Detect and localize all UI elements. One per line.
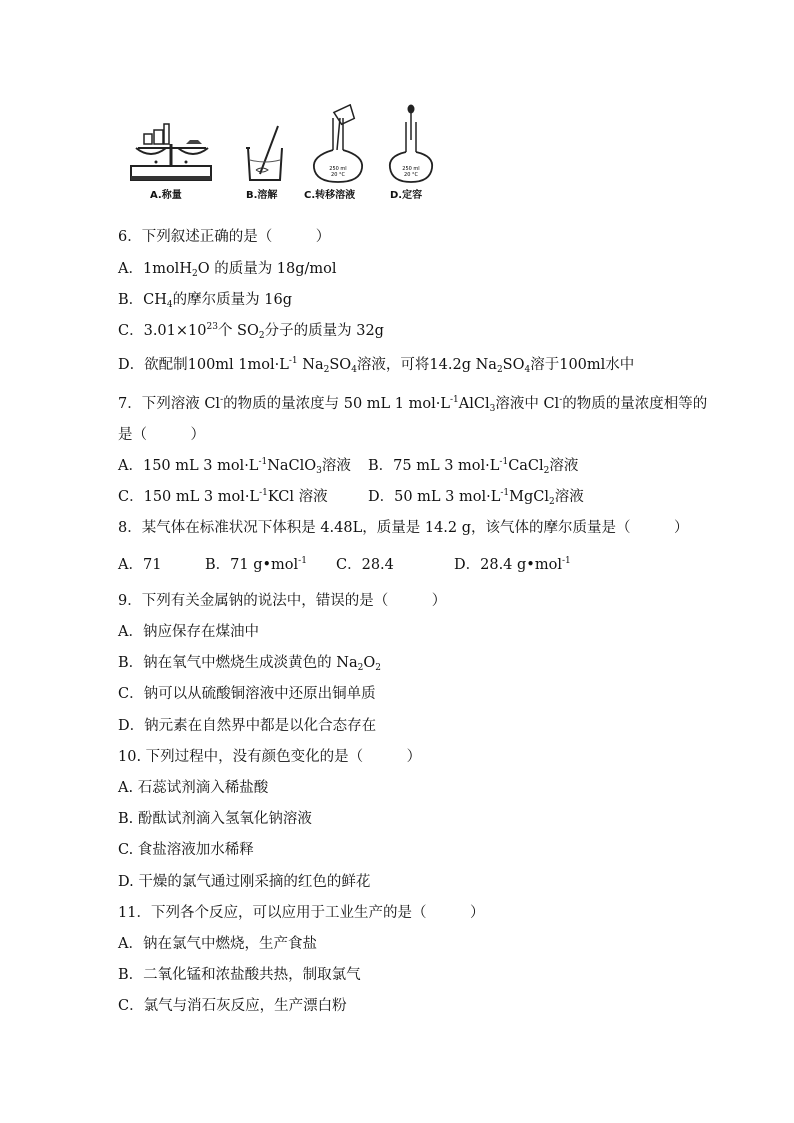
q9-option-c: C．钠可以从硫酸铜溶液中还原出铜单质 [118,686,376,702]
volumetric-flask-pour-icon [304,104,374,184]
flask-c-volume-label: 250 ml [329,166,347,172]
q9-stem: 9．下列有关金属钠的说法中，错误的是（ ） [118,593,447,609]
q8-stem: 8．某气体在标准状况下体积是 4.48L，质量是 14.2 g，该气体的摩尔质量是（ ） [118,520,689,536]
flask-c-temp-label: 20 °C [331,172,345,178]
flask-d-temp-label: 20 °C [404,172,418,178]
figure-d [386,104,436,204]
q8-option-d: D．28.4 g•mol$^{-1}$ [454,556,571,573]
q7-option-c: C．150 mL 3 $mol\cdot L^{-1}KCl$ 溶液 [118,488,328,505]
q11-option-a: A．钠在氯气中燃烧，生产食盐 [118,936,317,952]
q7-option-a: A．150 mL 3 $mol\cdot L^{-1}NaClO_3$溶液 [118,457,351,476]
q8-option-b: B．71 g•mol$^{-1}$ [205,556,307,573]
volumetric-flask-dropper-icon [386,104,436,184]
q9-option-d: D．钠元素在自然界中都是以化合态存在 [118,718,377,734]
q11-stem: 11．下列各个反应，可以应用于工业生产的是（ ） [118,905,485,921]
q11-option-b: B．二氧化锰和浓盐酸共热，制取氯气 [118,967,361,983]
beaker-stirring-icon [240,104,290,184]
q6-option-d: D．欲配制100ml $1mol\cdot L^{-1}$ $Na_2SO_4$溶液，可将14.2g $Na_2SO_4$溶于100ml水中 [118,356,635,375]
q11-option-c: C．氯气与消石灰反应，生产漂白粉 [118,998,347,1014]
q9-option-b: B．钠在氧气中燃烧生成淡黄色的 $Na_2O_2$ [118,655,381,673]
flask-d-volume-label: 250 ml [402,166,420,172]
q10-option-b: B. 酚酞试剂滴入氢氧化钠溶液 [118,811,312,827]
figure-c [304,104,374,204]
q6-option-b: B．$CH_4$的摩尔质量为 16g [118,292,292,310]
q7-stem-line1: 7．下列溶液 Cl-的物质的量浓度与 50 mL 1 $mol\cdot L^{-1}AlCl_3$溶液中 Cl-的物质的量浓度相等的 [118,395,708,414]
q10-option-a: A. 石蕊试剂滴入稀盐酸 [118,780,269,796]
q7-stem-line2: 是（ ） [118,427,205,443]
figure-d-caption: D.定容 [390,190,423,201]
q10-option-d: D. 干燥的氯气通过刚采摘的红色的鲜花 [118,874,371,890]
q8-option-c: C．28.4 [336,557,394,573]
q10-stem: 10. 下列过程中，没有颜色变化的是（ ） [118,749,422,765]
q8-option-a: A．71 [118,557,162,573]
figure-a [126,104,216,204]
figure-b-caption: B.溶解 [246,190,278,201]
q7-option-b: B．75 mL 3 $mol\cdot L^{-1}CaCl_2$溶液 [368,457,579,476]
q9-option-a: A．钠应保存在煤油中 [118,624,259,640]
q6-option-c: C．$3.01\times 10^{23}$个 $SO_2$分子的质量为 32g [118,322,384,341]
q10-option-c: C. 食盐溶液加水稀释 [118,842,254,858]
q6-stem: 6．下列叙述正确的是（ ） [118,229,331,245]
balance-icon [126,104,216,184]
figure-c-caption: C.转移溶液 [304,190,356,201]
apparatus-figure [118,104,438,204]
figure-a-caption: A.称量 [150,190,182,201]
q6-option-a: A．1molH$_2$O 的质量为 18g/mol [118,261,337,279]
figure-b [240,104,300,204]
q7-option-d: D．50 mL 3 $mol\cdot L^{-1}MgCl_2$溶液 [368,488,584,507]
